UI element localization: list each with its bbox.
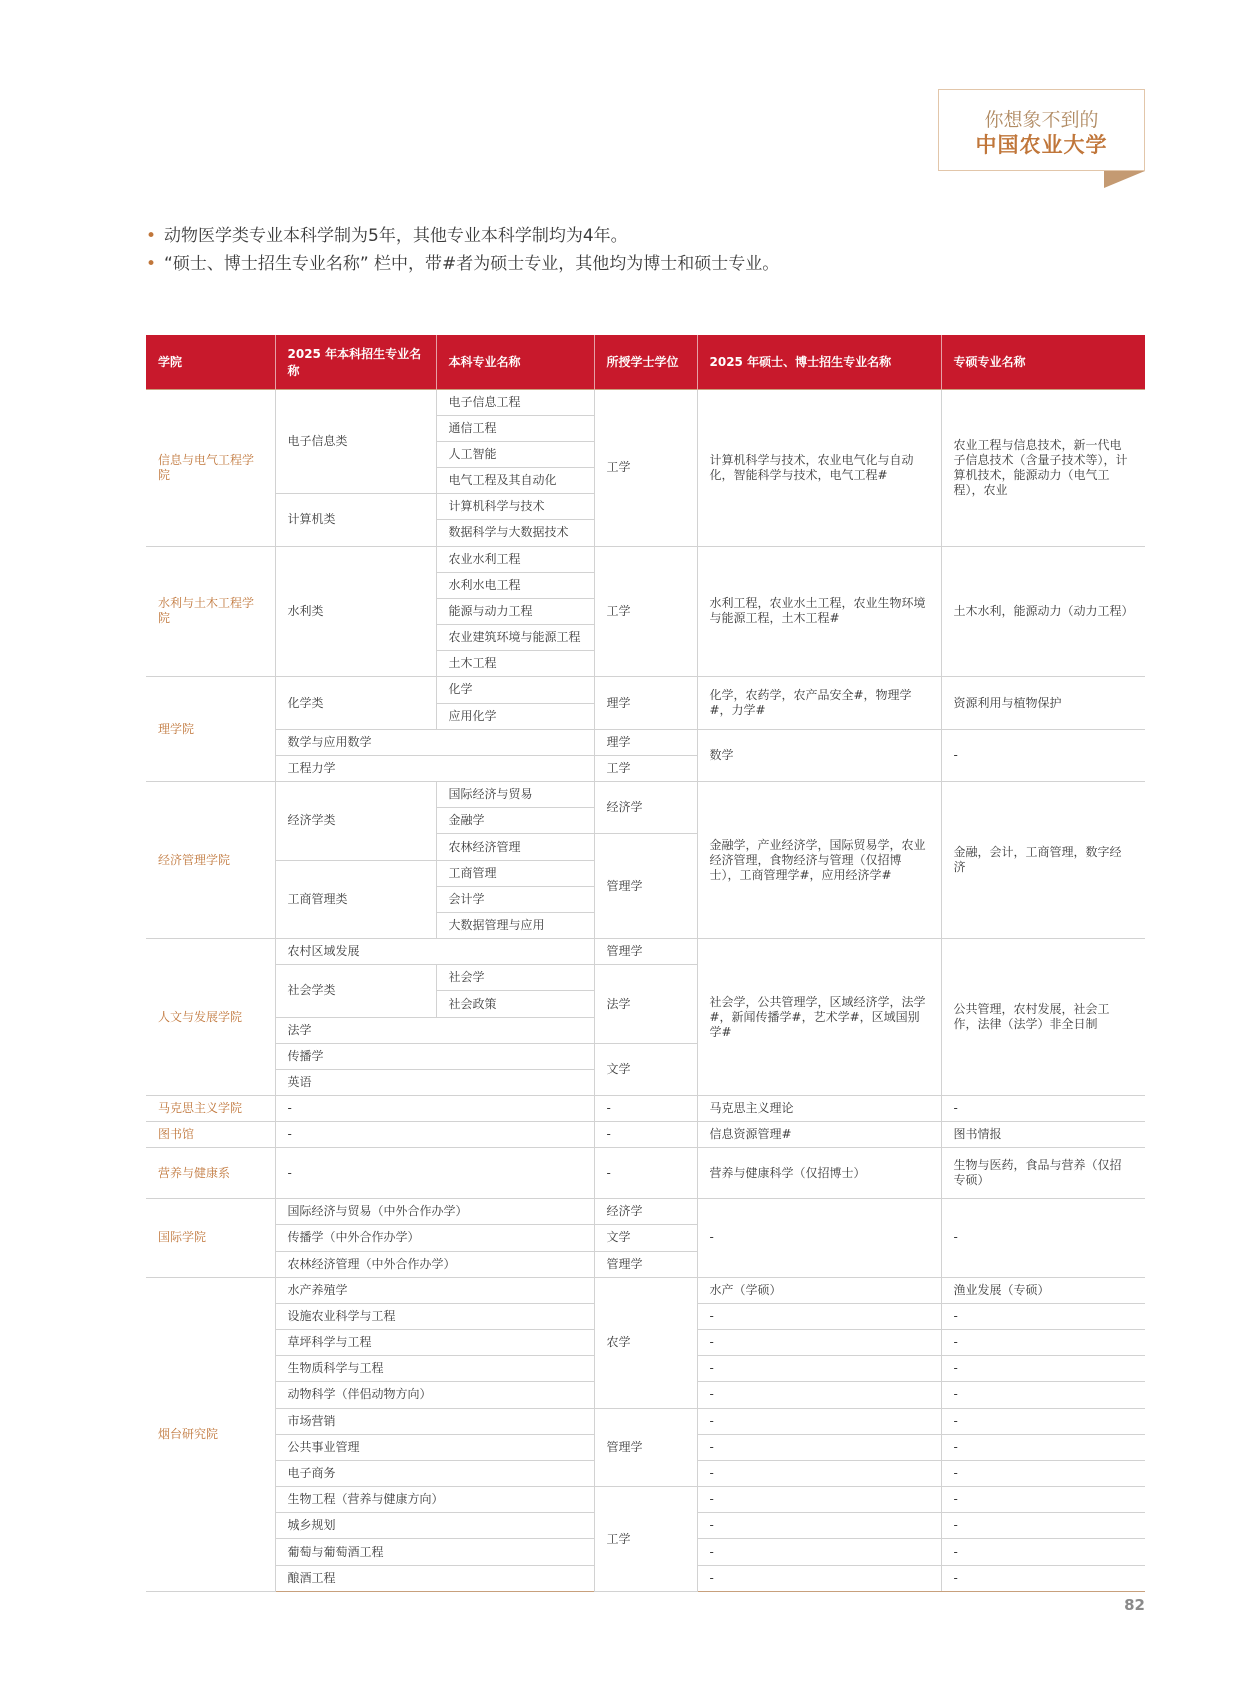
college-cell: 理学院 (146, 677, 275, 782)
prof-cell: - (941, 1539, 1145, 1565)
grad-cell: 计算机科学与技术，农业电气化与自动化，智能科学与技术，电气工程# (697, 389, 941, 546)
prof-cell: - (941, 1460, 1145, 1486)
major-cell: 应用化学 (436, 703, 594, 729)
major-cell: 农林经济管理（中外合作办学） (275, 1251, 594, 1277)
prof-cell: 农业工程与信息技术，新一代电子信息技术（含量子技术等），计算机技术，能源动力（电气工程），农业 (941, 389, 1145, 546)
major-cell: - (275, 1096, 594, 1122)
prof-cell: 生物与医药，食品与营养（仅招专硕） (941, 1148, 1145, 1199)
category-cell: 计算机类 (275, 494, 436, 546)
grad-cell: - (697, 1303, 941, 1329)
programs-table (146, 335, 1145, 1592)
grad-cell: 金融学，产业经济学，国际贸易学，农业经济管理，食物经济与管理（仅招博士），工商管理学#，应用经济学# (697, 782, 941, 939)
degree-cell: 工学 (594, 546, 697, 677)
grad-cell: 信息资源管理# (697, 1122, 941, 1148)
bullet-icon: • (146, 226, 157, 246)
notes (146, 222, 779, 278)
major-cell: 农村区域发展 (275, 939, 594, 965)
prof-cell: - (941, 729, 1145, 781)
major-cell: 社会学 (436, 965, 594, 991)
major-cell: 通信工程 (436, 415, 594, 441)
category-cell: 社会学类 (275, 965, 436, 1017)
major-cell: 英语 (275, 1069, 594, 1095)
grad-cell: 水产（学硕） (697, 1277, 941, 1303)
major-cell: 数据科学与大数据技术 (436, 520, 594, 546)
bullet-icon: • (146, 254, 157, 274)
note-item (146, 222, 779, 250)
category-cell: 化学类 (275, 677, 436, 729)
degree-cell: 经济学 (594, 782, 697, 834)
college-cell: 烟台研究院 (146, 1277, 275, 1591)
major-cell: 电气工程及其自动化 (436, 468, 594, 494)
major-cell: 传播学 (275, 1043, 594, 1069)
prof-cell: - (941, 1303, 1145, 1329)
major-cell: 数学与应用数学 (275, 729, 594, 755)
prof-cell: - (941, 1487, 1145, 1513)
major-cell: 传播学（中外合作办学） (275, 1225, 594, 1251)
grad-cell: - (697, 1539, 941, 1565)
degree-cell: - (594, 1148, 697, 1199)
header-prof: 专硕专业名称 (941, 335, 1145, 389)
table-row (146, 1487, 1145, 1513)
college-cell: 人文与发展学院 (146, 939, 275, 1096)
table-row (146, 546, 1145, 572)
prof-cell: - (941, 1199, 1145, 1278)
major-cell: 农林经济管理 (436, 834, 594, 860)
header-degree: 所授学士学位 (594, 335, 697, 389)
table-row (146, 677, 1145, 703)
header-college: 学院 (146, 335, 275, 389)
prof-cell: 金融，会计，工商管理，数字经济 (941, 782, 1145, 939)
degree-cell: 工学 (594, 389, 697, 546)
degree-cell: - (594, 1122, 697, 1148)
note-text: “硕士、博士招生专业名称” 栏中，带#者为硕士专业，其他均为博士和硕士专业。 (164, 254, 780, 274)
major-cell: 电子信息工程 (436, 389, 594, 415)
major-cell: 化学 (436, 677, 594, 703)
table-row (146, 939, 1145, 965)
table-row (146, 1199, 1145, 1225)
degree-cell: 管理学 (594, 939, 697, 965)
prof-cell: - (941, 1382, 1145, 1408)
table-row (146, 729, 1145, 755)
category-cell: 经济学类 (275, 782, 436, 861)
prof-cell: - (941, 1356, 1145, 1382)
prof-cell: 图书情报 (941, 1122, 1145, 1148)
badge-line-2: 中国农业大学 (975, 133, 1108, 157)
degree-cell: 农学 (594, 1277, 697, 1408)
prof-cell: - (941, 1565, 1145, 1591)
grad-cell: 化学，农药学，农产品安全#，物理学#，力学# (697, 677, 941, 729)
college-cell: 图书馆 (146, 1122, 275, 1148)
major-cell: 社会政策 (436, 991, 594, 1017)
major-cell: 农业水利工程 (436, 546, 594, 572)
prof-cell: - (941, 1096, 1145, 1122)
grad-cell: - (697, 1460, 941, 1486)
grad-cell: 社会学，公共管理学，区域经济学，法学#，新闻传播学#，艺术学#，区域国别学# (697, 939, 941, 1096)
degree-cell: 管理学 (594, 834, 697, 939)
degree-cell: 文学 (594, 1043, 697, 1095)
major-cell: 国际经济与贸易（中外合作办学） (275, 1199, 594, 1225)
major-cell: 葡萄与葡萄酒工程 (275, 1539, 594, 1565)
major-cell: 能源与动力工程 (436, 598, 594, 624)
major-cell: 公共事业管理 (275, 1434, 594, 1460)
major-cell: 水产养殖学 (275, 1277, 594, 1303)
major-cell: 酿酒工程 (275, 1565, 594, 1591)
college-cell: 营养与健康系 (146, 1148, 275, 1199)
note-item (146, 250, 779, 278)
grad-cell: - (697, 1434, 941, 1460)
major-cell: 动物科学（伴侣动物方向） (275, 1382, 594, 1408)
grad-cell: - (697, 1199, 941, 1278)
major-cell: 电子商务 (275, 1460, 594, 1486)
prof-cell: - (941, 1513, 1145, 1539)
prof-cell: 公共管理，农村发展，社会工作，法律（法学）非全日制 (941, 939, 1145, 1096)
table-row (146, 1148, 1145, 1199)
grad-cell: 水利工程，农业水土工程，农业生物环境与能源工程，土木工程# (697, 546, 941, 677)
badge-corner-decoration (1104, 171, 1145, 188)
table-row (146, 1408, 1145, 1434)
grad-cell: 数学 (697, 729, 941, 781)
header-grad: 2025 年硕士、博士招生专业名称 (697, 335, 941, 389)
degree-cell: 工学 (594, 755, 697, 781)
prof-cell: 渔业发展（专硕） (941, 1277, 1145, 1303)
prof-cell: - (941, 1408, 1145, 1434)
major-cell: - (275, 1122, 594, 1148)
degree-cell: 工学 (594, 1487, 697, 1592)
college-cell: 经济管理学院 (146, 782, 275, 939)
table-row (146, 389, 1145, 415)
degree-cell: 经济学 (594, 1199, 697, 1225)
table-row (146, 1277, 1145, 1303)
major-cell: 工程力学 (275, 755, 594, 781)
major-cell: 生物工程（营养与健康方向） (275, 1487, 594, 1513)
major-cell: 生物质科学与工程 (275, 1356, 594, 1382)
category-cell: 工商管理类 (275, 860, 436, 939)
major-cell: 设施农业科学与工程 (275, 1303, 594, 1329)
grad-cell: 马克思主义理论 (697, 1096, 941, 1122)
grad-cell: - (697, 1487, 941, 1513)
grad-cell: - (697, 1356, 941, 1382)
major-cell: 大数据管理与应用 (436, 912, 594, 938)
major-cell: 国际经济与贸易 (436, 782, 594, 808)
major-cell: 会计学 (436, 886, 594, 912)
prof-cell: 土木水利，能源动力（动力工程） (941, 546, 1145, 677)
grad-cell: - (697, 1565, 941, 1591)
header-ug-major: 本科专业名称 (436, 335, 594, 389)
major-cell: 法学 (275, 1017, 594, 1043)
grad-cell: - (697, 1382, 941, 1408)
prof-cell: - (941, 1434, 1145, 1460)
major-cell: 土木工程 (436, 651, 594, 677)
major-cell: 人工智能 (436, 441, 594, 467)
grad-cell: - (697, 1513, 941, 1539)
category-cell: 电子信息类 (275, 389, 436, 494)
major-cell: 农业建筑环境与能源工程 (436, 625, 594, 651)
grad-cell: - (697, 1330, 941, 1356)
major-cell: - (275, 1148, 594, 1199)
table-row (146, 1096, 1145, 1122)
major-cell: 城乡规划 (275, 1513, 594, 1539)
degree-cell: 理学 (594, 677, 697, 729)
degree-cell: 理学 (594, 729, 697, 755)
degree-cell: 管理学 (594, 1408, 697, 1487)
badge-line-1: 你想象不到的 (984, 109, 1099, 131)
major-cell: 市场营销 (275, 1408, 594, 1434)
degree-cell: 文学 (594, 1225, 697, 1251)
college-cell: 水利与土木工程学院 (146, 546, 275, 677)
major-cell: 工商管理 (436, 860, 594, 886)
college-cell: 信息与电气工程学院 (146, 389, 275, 546)
prof-cell: - (941, 1330, 1145, 1356)
degree-cell: - (594, 1096, 697, 1122)
grad-cell: - (697, 1408, 941, 1434)
major-cell: 计算机科学与技术 (436, 494, 594, 520)
category-cell: 水利类 (275, 546, 436, 677)
note-text: 动物医学类专业本科学制为5年，其他专业本科学制均为4年。 (164, 226, 628, 246)
grad-cell: 营养与健康科学（仅招博士） (697, 1148, 941, 1199)
major-cell: 水利水电工程 (436, 572, 594, 598)
prof-cell: 资源利用与植物保护 (941, 677, 1145, 729)
table-header (146, 335, 1145, 389)
table-row (146, 782, 1145, 808)
college-cell: 国际学院 (146, 1199, 275, 1278)
brand-badge (938, 89, 1145, 171)
major-cell: 草坪科学与工程 (275, 1330, 594, 1356)
header-ug-enroll: 2025 年本科招生专业名称 (275, 335, 436, 389)
degree-cell: 法学 (594, 965, 697, 1044)
college-cell: 马克思主义学院 (146, 1096, 275, 1122)
major-cell: 金融学 (436, 808, 594, 834)
degree-cell: 管理学 (594, 1251, 697, 1277)
page-number: 82 (1124, 1596, 1145, 1614)
table-row (146, 1122, 1145, 1148)
